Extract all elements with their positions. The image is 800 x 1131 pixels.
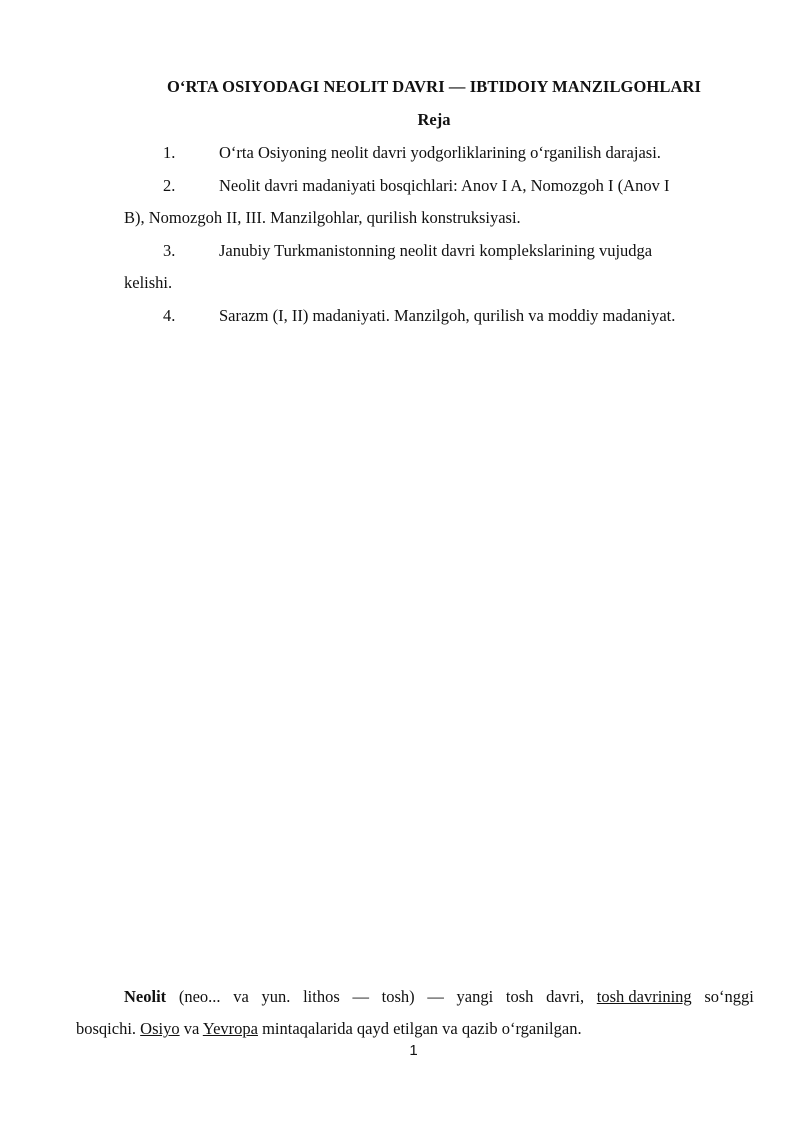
intro-term: Neolit bbox=[124, 987, 167, 1006]
intro-word: va bbox=[233, 987, 249, 1006]
tosh-davrining-link[interactable]: tosh davrining bbox=[596, 987, 692, 1006]
intro-word: (neo... bbox=[178, 987, 221, 1006]
document-title: O‘RTA OSIYODAGI NEOLIT DAVRI — IBTIDOIY MANZILGOHLARI bbox=[166, 77, 702, 96]
plan-item-number: 1. bbox=[163, 143, 176, 162]
page-number: 1 bbox=[409, 1042, 418, 1059]
intro-word: yangi bbox=[456, 987, 494, 1006]
plan-item-text-continued: B), Nomozgoh II, III. Manzilgohlar, qurilish konstruksiyasi. bbox=[124, 208, 521, 227]
intro-word: lithos bbox=[303, 987, 340, 1006]
plan-item-number: 2. bbox=[163, 176, 176, 195]
plan-item-text: O‘rta Osiyoning neolit davri yodgorliklarining o‘rganilish darajasi. bbox=[219, 143, 661, 162]
intro-word: tosh) bbox=[381, 987, 415, 1006]
plan-item-number: 4. bbox=[163, 306, 176, 325]
intro-word: yun. bbox=[261, 987, 291, 1006]
intro-line-2 bbox=[76, 1019, 582, 1039]
yevropa-link[interactable]: Yevropa bbox=[202, 1019, 258, 1038]
intro-word: — bbox=[427, 987, 444, 1006]
plan-item-text-continued: kelishi. bbox=[124, 273, 173, 292]
intro-word: va bbox=[183, 1019, 200, 1038]
plan-item-text: Sarazm (I, II) madaniyati. Manzilgoh, qurilish va moddiy madaniyat. bbox=[219, 306, 676, 325]
plan-item-text: Neolit davri madaniyati bosqichlari: Anov I A, Nomozgoh I (Anov I bbox=[219, 176, 670, 195]
intro-word: bosqichi. bbox=[76, 1019, 137, 1038]
plan-item-number: 3. bbox=[163, 241, 176, 260]
plan-item-text: Janubiy Turkmanistonning neolit davri komplekslarining vujudga bbox=[219, 241, 653, 260]
plan-heading: Reja bbox=[417, 110, 451, 129]
intro-word: so‘nggi bbox=[704, 987, 754, 1006]
intro-word: — bbox=[352, 987, 369, 1006]
osiyo-link[interactable]: Osiyo bbox=[140, 1019, 180, 1038]
intro-word: tosh bbox=[505, 987, 534, 1006]
intro-word: davri, bbox=[546, 987, 585, 1006]
intro-word: mintaqalarida qayd etilgan va qazib o‘rganilgan. bbox=[262, 1019, 582, 1038]
intro-line-1 bbox=[124, 987, 754, 1007]
